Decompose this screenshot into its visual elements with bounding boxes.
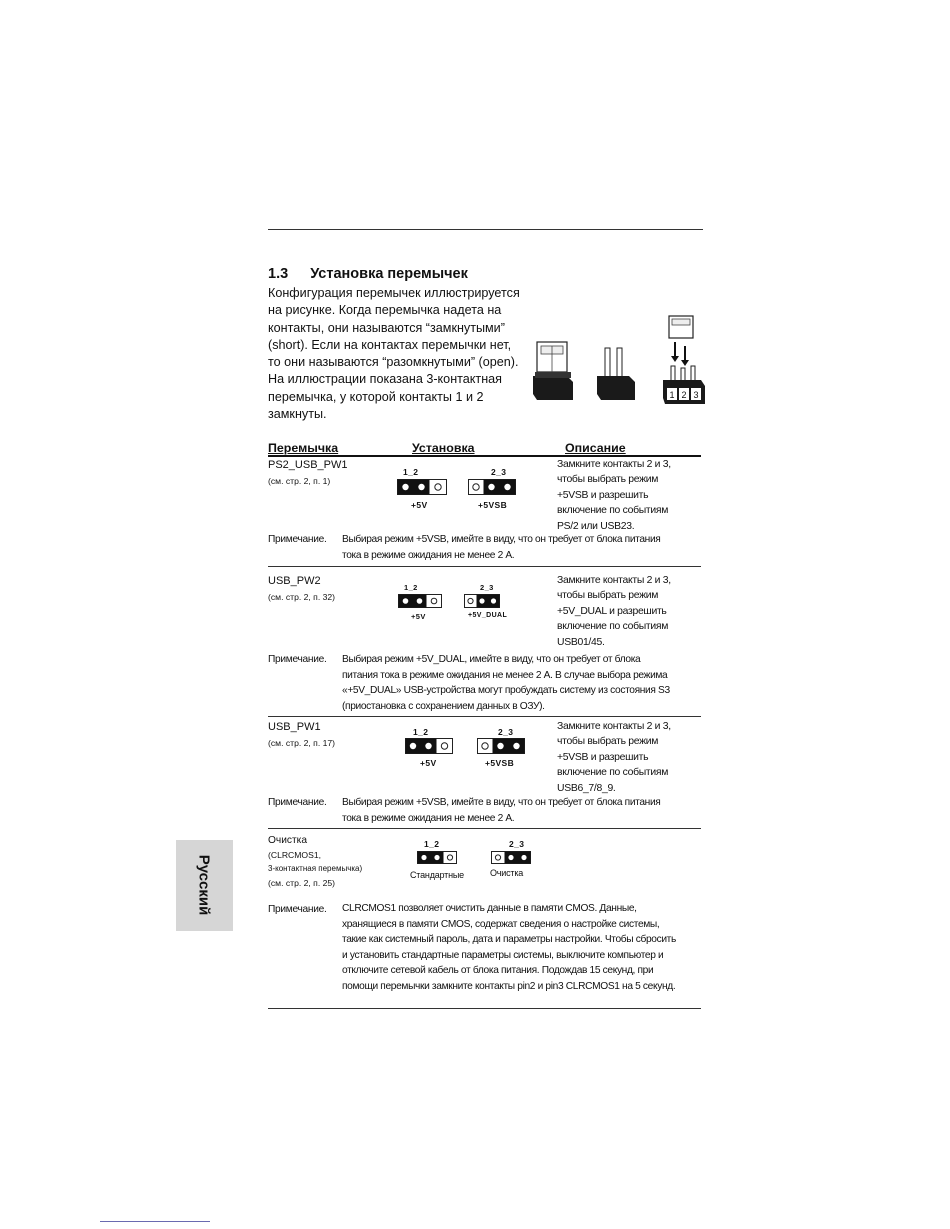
header-jumper: Перемычка [268,441,339,455]
description-line: включение по событиям [557,621,669,633]
note-line: хранящиеся в памяти CMOS, содержат сведения о настройке системы, [342,918,660,930]
note-line: Выбирая режим +5VSB, имейте в виду, что он требует от блока питания [342,534,661,545]
row1-right-header [468,479,516,495]
pin-number-3: 3 [693,390,699,400]
description-line: включение по событиям [557,767,669,779]
row2-right-pins: 2_3 [480,583,494,592]
row3-right-label: +5VSB [485,758,515,768]
description-line: +5VSB и разрешить [557,489,649,501]
row1-left-header [397,479,447,495]
language-label: Русский [195,854,213,916]
section-number: 1.3 [268,266,289,282]
row3-note [342,795,660,826]
row3-description [557,719,671,796]
description-line: чтобы выбрать режим [557,474,659,486]
description-line: Замкните контакты 2 и 3, [557,459,671,470]
note-line: тока в режиме ожидания не менее 2 А. [342,812,515,824]
note-line: Выбирая режим +5V_DUAL, имейте в виду, что он требует от блока [342,654,641,665]
row3-left-header [405,738,453,754]
section-title: Установка перемычек [310,266,468,282]
description-line: +5VSB и разрешить [557,751,649,763]
row4-name-line: Очистка [268,835,308,846]
row1-right-label: +5VSB [478,500,508,510]
row3-right-header [477,738,525,754]
row2-left-label: +5V [411,612,426,621]
three-pin-jumper [663,316,705,404]
intro-line: (short). Если на контактах перемычки нет, [268,337,512,352]
footer-rule [100,1221,210,1222]
note-line: тока в режиме ожидания не менее 2 А. [342,549,515,561]
row4-name [268,834,362,890]
row1-right-pins: 2_3 [491,467,507,477]
note-line: помощи перемычки замкните контакты pin2 и pin3 CLRCMOS1 на 5 секунд. [342,980,676,992]
intro-line: на рисунке. Когда перемычка надета на [268,303,502,318]
intro-paragraph [268,285,523,423]
row4-left-header [417,851,457,864]
row4-name-line: (см. стр. 2, п. 25) [268,878,336,888]
row2-note [342,652,670,714]
note-line: такие как системный пароль, дата и параметры настройки. Чтобы сбросить [342,934,676,946]
row1-note [342,532,660,563]
section-heading [268,266,468,282]
note-line: (приостановка с сохранением данных в ОЗУ). [342,700,545,712]
row2-note-label: Примечание. [268,654,327,665]
note-line: «+5V_DUAL» USB-устройства могут пробуждать систему из состояния S3 [342,685,670,697]
row4-name-line: (CLRCMOS1, [268,850,322,860]
intro-line: то они называются “разомкнутыми” (open). [268,355,519,370]
description-line: PS/2 или USB23. [557,520,635,532]
description-line: Замкните контакты 2 и 3, [557,575,671,586]
intro-line: контакты, они называются “замкнутыми” [268,320,505,335]
intro-line: перемычка, у которой контакты 1 и 2 [268,389,484,404]
header-setting: Установка [412,441,475,455]
note-line: питания тока в режиме ожидания не менее 2 А. В случае выбора режима [342,669,668,681]
description-line: чтобы выбрать режим [557,590,659,602]
description-line: Замкните контакты 2 и 3, [557,721,671,732]
intro-line: замкнуты. [268,407,327,422]
row1-rule [268,566,701,567]
row1-ref: (см. стр. 2, п. 1) [268,476,331,486]
jumper-cap-on-pins [533,342,573,400]
row2-rule [268,716,701,717]
note-line: и установить стандартные параметры системы, выключите компьютер и [342,949,664,961]
row4-name-line: 3-контактная перемычка) [268,864,363,873]
language-tab [176,840,233,931]
row2-description [557,573,671,650]
row3-name: USB_PW1 [268,721,321,733]
bottom-rule [268,1008,701,1009]
row3-note-label: Примечание. [268,797,327,808]
pin-number-1: 1 [669,390,675,400]
row2-right-label: +5V_DUAL [468,612,508,619]
row2-name: USB_PW2 [268,575,321,587]
row3-rule [268,828,701,829]
row1-description [557,457,671,534]
jumper-illustration [525,310,710,410]
row4-left-label: Стандартные [410,870,464,880]
row2-right-header [464,594,500,608]
row2-ref: (см. стр. 2, п. 32) [268,592,336,602]
row4-note-label: Примечание. [268,904,327,915]
row4-right-pins: 2_3 [509,839,525,849]
note-line: CLRCMOS1 позволяет очистить данные в памяти CMOS. Данные, [342,903,637,914]
header-description: Описание [565,441,626,455]
description-line: +5V_DUAL и разрешить [557,605,667,617]
row1-left-pins: 1_2 [403,467,419,477]
row4-right-label: Очистка [490,868,524,878]
row3-right-pins: 2_3 [498,727,514,737]
intro-line: На иллюстрации показана 3-контактная [268,372,502,387]
description-line: чтобы выбрать режим [557,736,659,748]
description-line: USB6_7/8_9. [557,782,616,794]
intro-line: Конфигурация перемычек иллюстрируется [268,286,520,300]
pin-number-2: 2 [681,390,687,400]
row4-right-header [491,851,531,864]
row3-ref: (см. стр. 2, п. 17) [268,738,336,748]
row2-left-header [398,594,442,608]
open-pins [597,348,635,400]
row3-left-label: +5V [420,758,437,768]
row1-note-label: Примечание. [268,534,327,545]
row3-left-pins: 1_2 [413,727,429,737]
description-line: USB01/45. [557,636,605,648]
note-line: отключите сетевой кабель от блока питания. Подождав 15 секунд, при [342,965,654,977]
row4-note [342,901,676,995]
note-line: Выбирая режим +5VSB, имейте в виду, что он требует от блока питания [342,797,661,808]
row4-left-pins: 1_2 [424,839,440,849]
top-rule [268,229,703,230]
row2-left-pins: 1_2 [404,583,418,592]
description-line: включение по событиям [557,505,669,517]
row1-name: PS2_USB_PW1 [268,459,348,471]
row1-left-label: +5V [411,500,428,510]
